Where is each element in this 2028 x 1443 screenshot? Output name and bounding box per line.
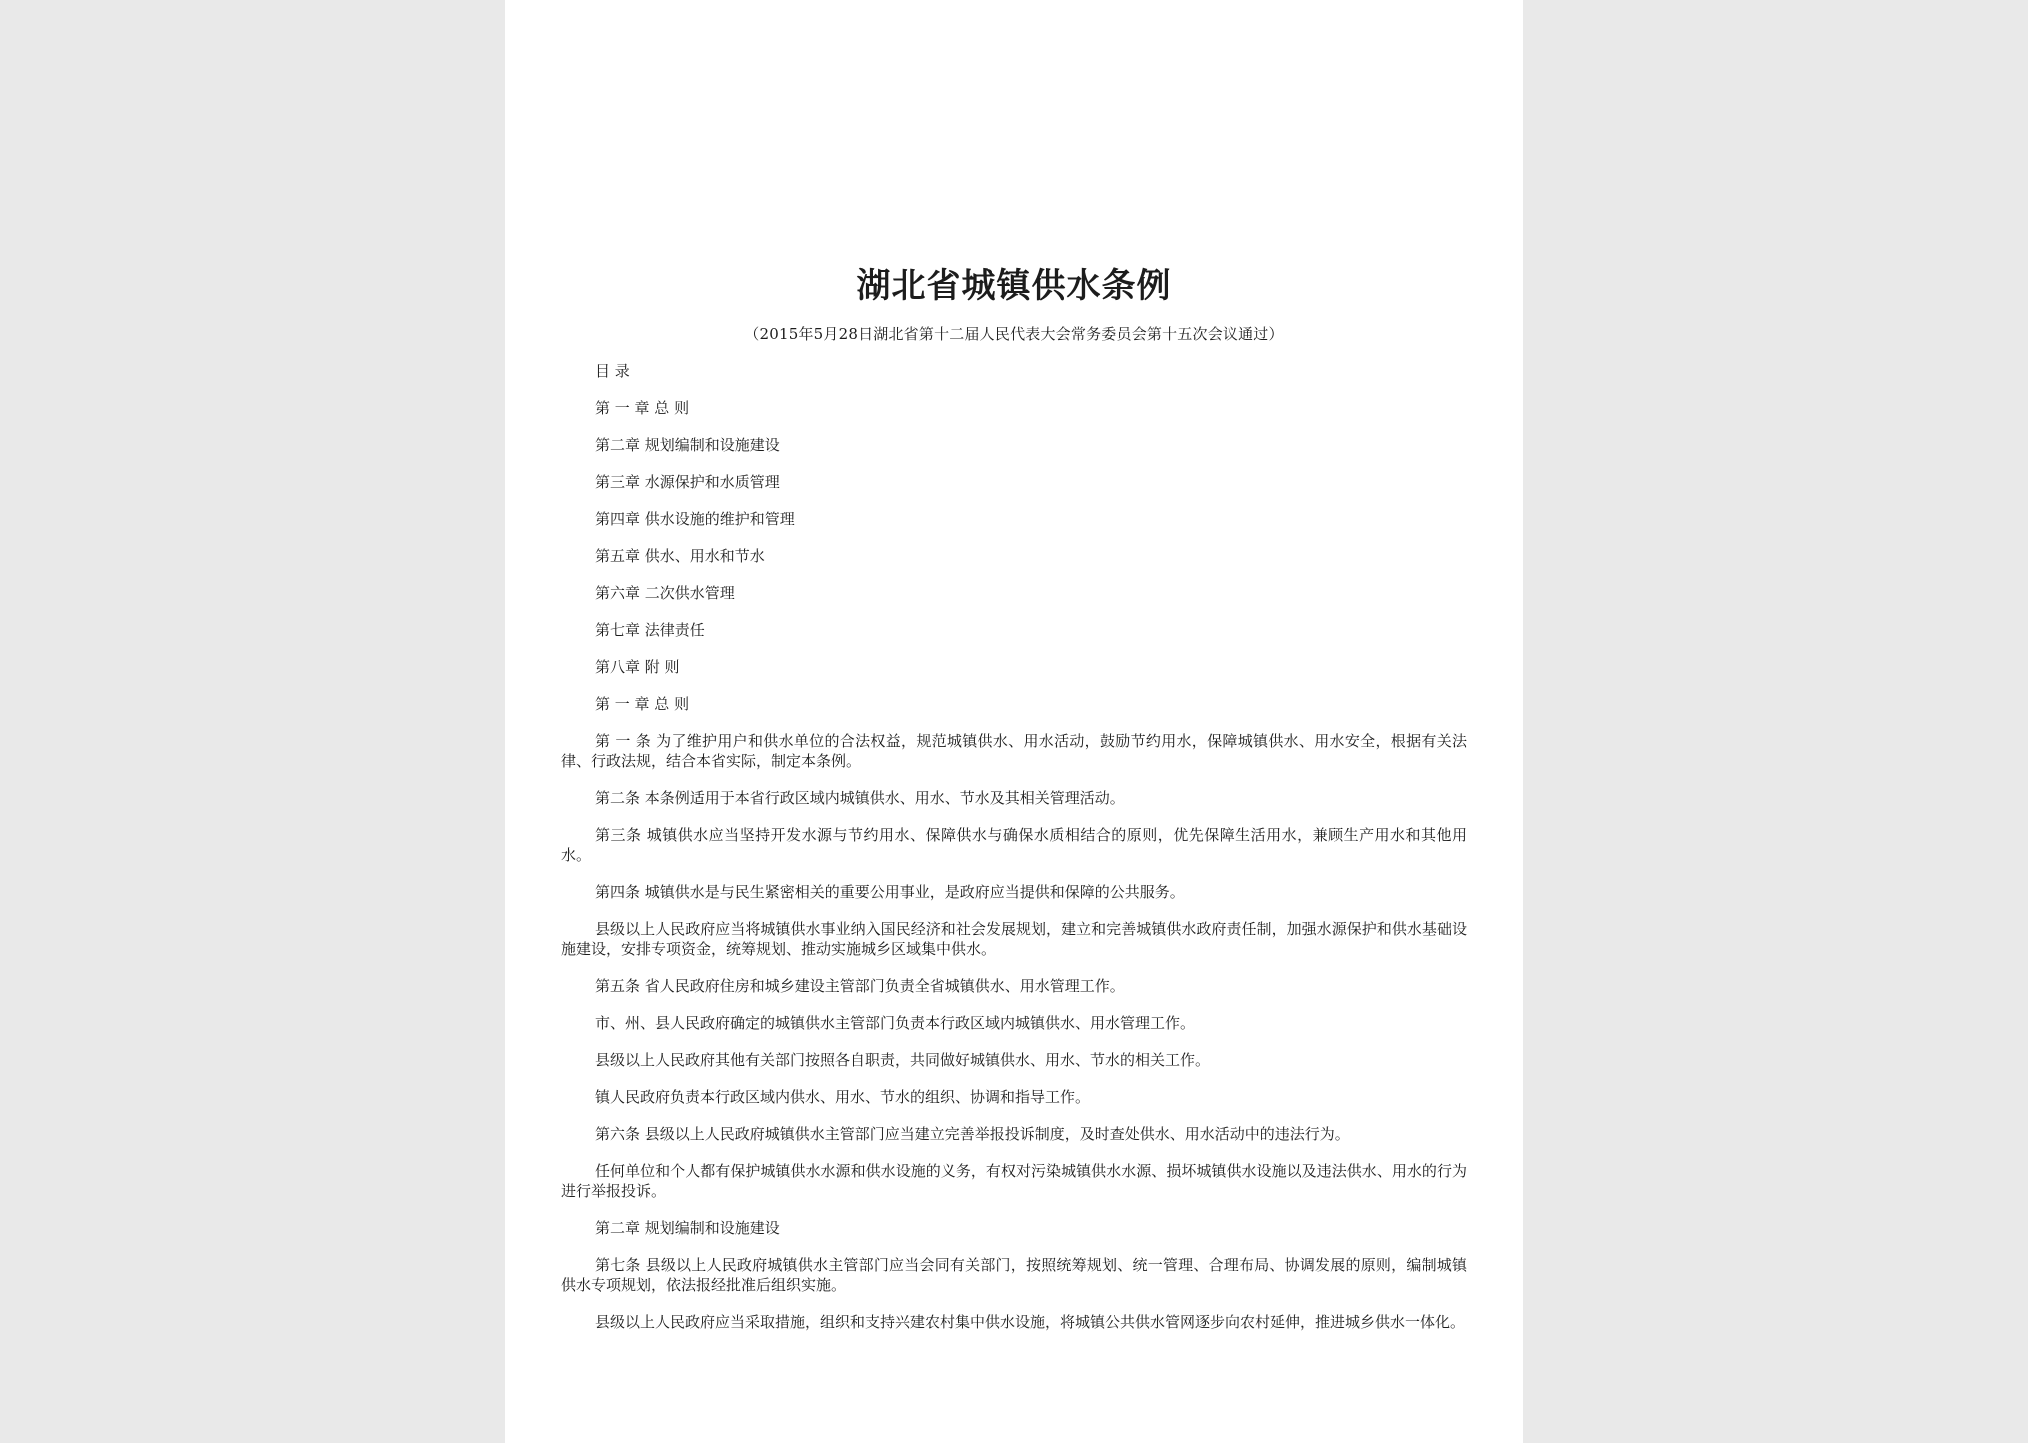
- article-paragraph: 第七条 县级以上人民政府城镇供水主管部门应当会同有关部门，按照统筹规划、统一管理、合理布局、协调发展的原则，编制城镇供水专项规划，依法报经批准后组织实施。: [561, 1256, 1467, 1294]
- article-paragraph: 第二条 本条例适用于本省行政区域内城镇供水、用水、节水及其相关管理活动。: [595, 789, 1125, 807]
- article-paragraph: 县级以上人民政府其他有关部门按照各自职责，共同做好城镇供水、用水、节水的相关工作。: [595, 1051, 1211, 1069]
- toc-item: 第二章 规划编制和设施建设: [595, 436, 780, 454]
- chapter-heading: 第二章 规划编制和设施建设: [595, 1219, 780, 1237]
- article-paragraph: 任何单位和个人都有保护城镇供水水源和供水设施的义务，有权对污染城镇供水水源、损坏城镇供水设施以及违法供水、用水的行为进行举报投诉。: [561, 1162, 1467, 1200]
- toc-heading: 目 录: [595, 362, 630, 380]
- toc-item: 第三章 水源保护和水质管理: [595, 473, 780, 491]
- document-title: 湖北省城镇供水条例: [856, 266, 1172, 306]
- toc-item: 第 一 章 总 则: [595, 399, 690, 417]
- document-page: [505, 0, 1523, 1443]
- document-body: [561, 361, 1467, 1349]
- article-paragraph: 市、州、县人民政府确定的城镇供水主管部门负责本行政区域内城镇供水、用水管理工作。: [595, 1014, 1196, 1032]
- article-paragraph: 县级以上人民政府应当采取措施，组织和支持兴建农村集中供水设施，将城镇公共供水管网逐步向农村延伸，推进城乡供水一体化。: [595, 1313, 1466, 1331]
- toc-item: 第四章 供水设施的维护和管理: [595, 510, 795, 528]
- article-paragraph: 县级以上人民政府应当将城镇供水事业纳入国民经济和社会发展规划，建立和完善城镇供水政府责任制，加强水源保护和供水基础设施建设，安排专项资金，统筹规划、推动实施城乡区域集中供水。: [561, 920, 1467, 958]
- chapter-heading: 第 一 章 总 则: [595, 695, 690, 713]
- article-paragraph: 第六条 县级以上人民政府城镇供水主管部门应当建立完善举报投诉制度，及时查处供水、用水活动中的违法行为。: [595, 1125, 1350, 1143]
- toc-item: 第六章 二次供水管理: [595, 584, 735, 602]
- article-paragraph: 第四条 城镇供水是与民生紧密相关的重要公用事业，是政府应当提供和保障的公共服务。: [595, 883, 1185, 901]
- article-paragraph: 镇人民政府负责本行政区域内供水、用水、节水的组织、协调和指导工作。: [595, 1088, 1091, 1106]
- article-paragraph: 第五条 省人民政府住房和城乡建设主管部门负责全省城镇供水、用水管理工作。: [595, 977, 1125, 995]
- toc-item: 第八章 附 则: [595, 658, 680, 676]
- toc-item: 第五章 供水、用水和节水: [595, 547, 765, 565]
- article-paragraph: 第三条 城镇供水应当坚持开发水源与节约用水、保障供水与确保水质相结合的原则，优先保障生活用水，兼顾生产用水和其他用水。: [561, 826, 1467, 864]
- article-paragraph: 第 一 条 为了维护用户和供水单位的合法权益，规范城镇供水、用水活动，鼓励节约用水，保障城镇供水、用水安全，根据有关法律、行政法规，结合本省实际，制定本条例。: [561, 732, 1467, 770]
- toc-item: 第七章 法律责任: [595, 621, 705, 639]
- document-subtitle: （2015年5月28日湖北省第十二届人民代表大会常务委员会第十五次会议通过）: [744, 325, 1284, 343]
